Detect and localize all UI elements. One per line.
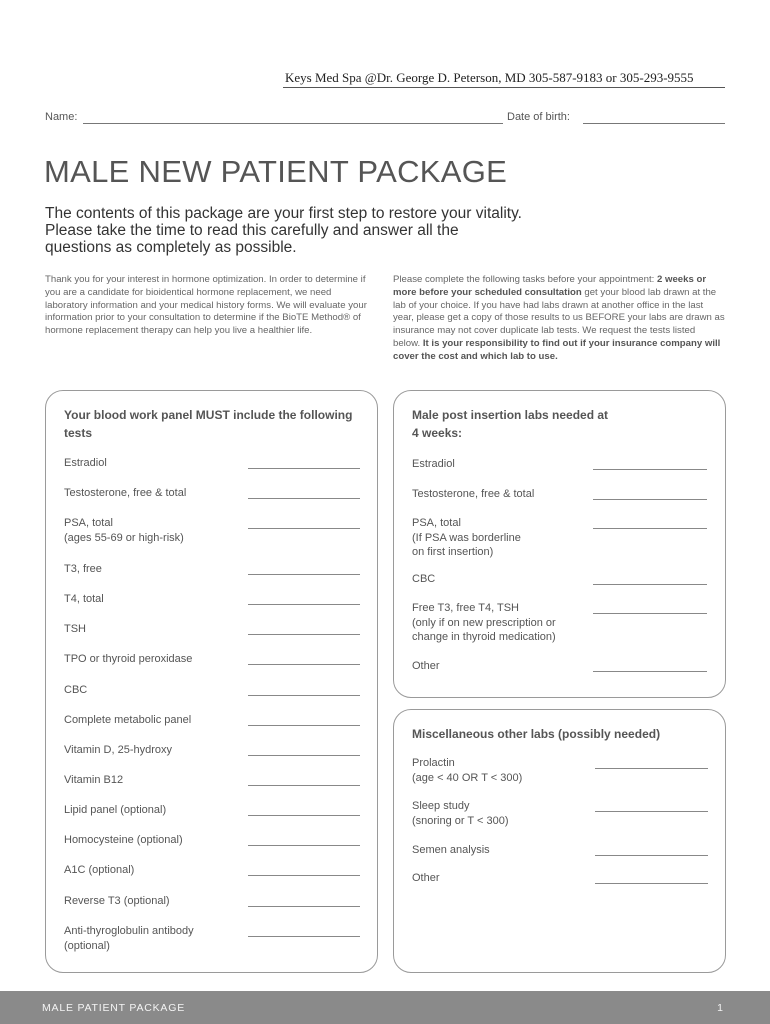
- patient-info-row: [45, 111, 725, 125]
- lab-test-row: [64, 683, 364, 703]
- lab-test-write-line[interactable]: [248, 468, 360, 469]
- lab-test-label: Free T3, free T4, TSH (only if on new prescription or change in thyroid medication): [412, 602, 556, 643]
- lab-test-label: Sleep study (snoring or T < 300): [412, 800, 509, 827]
- intro-text: The contents of this package are your first step to restore your vitality. Please take the time to read this carefully and answer all the questions as completely as possible.: [45, 205, 522, 256]
- lab-test-row: [412, 572, 712, 592]
- post-insertion-panel-title: Male post insertion labs needed at 4 weeks:: [412, 408, 609, 440]
- lab-test-row: [64, 773, 364, 793]
- intro-left-paragraph: Thank you for your interest in hormone optimization. In order to determine if you are a candidate for bioidentical hormone replacement, we need laboratory information and your medical history forms. We will evaluate your information prior to your consultation to determine if the BioTE Method® of hormone replacement therapy can help you live a healthier life.: [45, 274, 367, 337]
- lab-test-write-line[interactable]: [248, 845, 360, 846]
- lab-test-write-line[interactable]: [248, 815, 360, 816]
- lab-test-row: [412, 871, 712, 891]
- lab-test-write-line[interactable]: [248, 664, 360, 665]
- lab-test-row: [412, 799, 712, 827]
- page-title: MALE NEW PATIENT PACKAGE: [44, 154, 508, 189]
- lab-test-write-line[interactable]: [248, 498, 360, 499]
- lab-test-row: [64, 486, 364, 506]
- blood-work-panel: [45, 390, 378, 973]
- lab-test-label: T3, free: [64, 563, 102, 575]
- lab-test-label: CBC: [64, 684, 88, 696]
- lab-test-label: Reverse T3 (optional): [64, 895, 170, 907]
- instructions-text: Please complete the following tasks before your appointment:: [393, 274, 655, 285]
- lab-test-label: PSA, total (ages 55-69 or high-risk): [64, 517, 184, 544]
- lab-test-label: TSH: [64, 623, 86, 635]
- lab-test-label: Semen analysis: [412, 844, 490, 856]
- lab-test-row: [64, 894, 364, 914]
- lab-test-row: [412, 756, 712, 784]
- name-label: Name:: [45, 111, 78, 123]
- lab-test-label: Complete metabolic panel: [64, 714, 192, 726]
- lab-test-row: [64, 562, 364, 582]
- post-insertion-panel: [393, 390, 726, 698]
- lab-test-write-line[interactable]: [248, 528, 360, 529]
- misc-labs-panel-title: Miscellaneous other labs (possibly needed): [412, 727, 661, 741]
- page-footer: [0, 991, 770, 1024]
- lab-test-row: [64, 863, 364, 883]
- lab-test-label: Estradiol: [64, 457, 107, 469]
- lab-test-write-line[interactable]: [593, 613, 707, 614]
- lab-test-row: [64, 713, 364, 733]
- lab-test-write-line[interactable]: [593, 528, 707, 529]
- lab-test-label: PSA, total (If PSA was borderline on first insertion): [412, 517, 521, 558]
- name-field[interactable]: [83, 123, 503, 124]
- lab-test-row: [412, 659, 712, 679]
- lab-test-row: [64, 924, 364, 952]
- dob-label: Date of birth:: [507, 111, 570, 123]
- lab-test-write-line[interactable]: [248, 785, 360, 786]
- lab-test-row: [412, 601, 712, 643]
- lab-test-label: Anti-thyroglobulin antibody (optional): [64, 925, 194, 952]
- lab-test-row: [64, 592, 364, 612]
- page-number: 1: [717, 1002, 723, 1014]
- lab-test-write-line[interactable]: [595, 883, 708, 884]
- lab-test-label: TPO or thyroid peroxidase: [64, 653, 193, 665]
- lab-test-label: Testosterone, free & total: [64, 487, 187, 499]
- lab-test-write-line[interactable]: [595, 768, 708, 769]
- lab-test-write-line[interactable]: [248, 755, 360, 756]
- lab-test-write-line[interactable]: [595, 811, 708, 812]
- lab-test-write-line[interactable]: [248, 634, 360, 635]
- lab-test-label: Other: [412, 872, 440, 884]
- lab-test-row: [64, 516, 364, 544]
- lab-test-write-line[interactable]: [595, 855, 708, 856]
- lab-test-write-line[interactable]: [248, 906, 360, 907]
- lab-test-label: Other: [412, 660, 440, 672]
- footer-label: MALE PATIENT PACKAGE: [42, 1002, 186, 1014]
- lab-test-write-line[interactable]: [248, 695, 360, 696]
- lab-test-row: [64, 622, 364, 642]
- timing-emphasis: 2 weeks or more before your scheduled consultation: [393, 274, 707, 298]
- lab-test-row: [64, 652, 364, 672]
- lab-test-write-line[interactable]: [593, 499, 707, 500]
- lab-test-label: Lipid panel (optional): [64, 804, 167, 816]
- intro-right-paragraph: [393, 274, 725, 364]
- clinic-contact-header: Keys Med Spa @Dr. George D. Peterson, MD 305-587-9183 or 305-293-9555: [283, 70, 725, 88]
- lab-test-write-line[interactable]: [593, 671, 707, 672]
- lab-test-label: Prolactin (age < 40 OR T < 300): [412, 757, 523, 784]
- lab-test-row: [412, 516, 712, 558]
- lab-test-write-line[interactable]: [248, 875, 360, 876]
- lab-test-row: [412, 457, 712, 477]
- lab-test-row: [412, 843, 712, 863]
- lab-test-label: CBC: [412, 573, 436, 585]
- lab-test-label: T4, total: [64, 593, 104, 605]
- lab-test-label: Testosterone, free & total: [412, 488, 535, 500]
- lab-test-label: Vitamin B12: [64, 774, 124, 786]
- lab-test-write-line[interactable]: [248, 574, 360, 575]
- dob-field[interactable]: [583, 123, 725, 124]
- instructions-text-2: get your blood lab drawn at the lab of your choice. If you have had labs drawn at another office in the last year, please get a copy of those results to us BEFORE your labs are drawn as insurance may not cover duplicate lab tests. We request the tests listed below.: [393, 286, 725, 349]
- blood-work-panel-title: Your blood work panel MUST include the following tests: [64, 408, 353, 440]
- lab-test-label: Homocysteine (optional): [64, 834, 183, 846]
- lab-test-label: Estradiol: [412, 458, 455, 470]
- lab-test-row: [412, 487, 712, 507]
- misc-labs-panel: [393, 709, 726, 973]
- lab-test-write-line[interactable]: [248, 725, 360, 726]
- lab-test-row: [64, 833, 364, 853]
- insurance-emphasis: It is your responsibility to find out if your insurance company will cover the cost and which lab to use.: [393, 337, 721, 362]
- lab-test-write-line[interactable]: [593, 584, 707, 585]
- lab-test-write-line[interactable]: [248, 936, 360, 937]
- lab-test-row: [64, 456, 364, 476]
- lab-test-write-line[interactable]: [593, 469, 707, 470]
- lab-test-label: Vitamin D, 25-hydroxy: [64, 744, 173, 756]
- lab-test-label: A1C (optional): [64, 864, 135, 876]
- lab-test-row: [64, 803, 364, 823]
- lab-test-write-line[interactable]: [248, 604, 360, 605]
- lab-test-row: [64, 743, 364, 763]
